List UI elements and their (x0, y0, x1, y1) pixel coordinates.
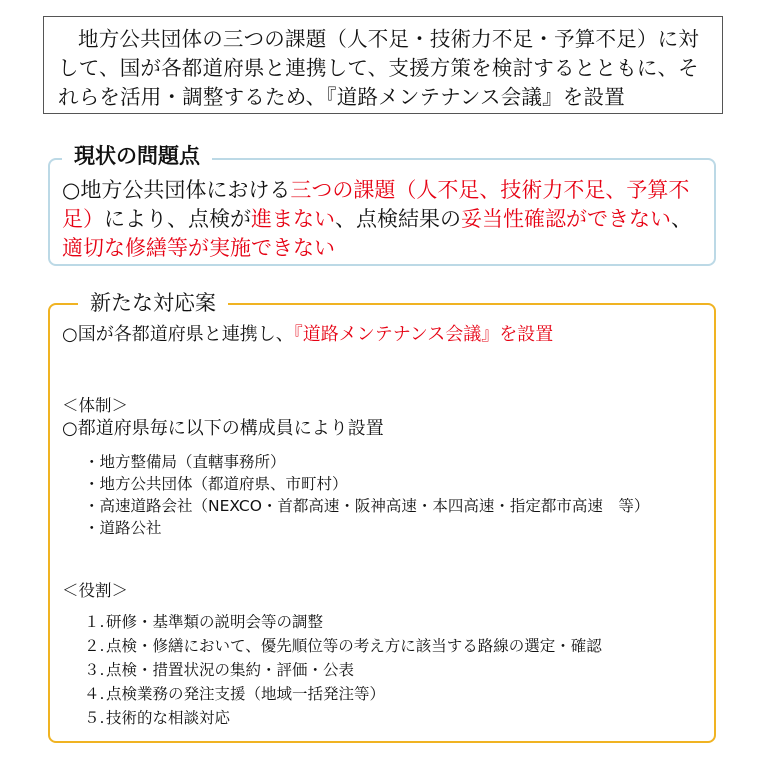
role-text: 点検・修繕において、優先順位等の考え方に該当する路線の選定・確認 (106, 637, 602, 655)
issue-segment: 、点検結果の (335, 207, 461, 231)
issue-segment: 、 (671, 207, 692, 231)
role-list (84, 610, 712, 730)
list-item (84, 706, 712, 730)
summary-box (43, 16, 723, 114)
structure-lead: ○都道府県毎に以下の構成員により設置 (62, 418, 384, 439)
issue-highlight: 進まない (251, 207, 335, 231)
list-item (84, 634, 712, 658)
issue-bullet: ○ (62, 178, 81, 202)
role-number: ３. (84, 661, 105, 679)
role-number: ４. (84, 685, 105, 703)
roles-label: ＜役割＞ (62, 581, 128, 600)
role-text: 技術的な相談対応 (106, 709, 231, 727)
current-issues-panel (48, 144, 716, 266)
role-text: 点検業務の発注支援（地域一括発注等） (106, 685, 386, 703)
summary-text: 地方公共団体の三つの課題（人不足・技術力不足・予算不足）に対して、国が各都道府県と連携して、支援方策を検討するとともに、それらを活用・調整するため、『道路メンテナンス会議』を設置 (58, 27, 699, 109)
member-list (84, 451, 712, 539)
list-item (84, 658, 712, 682)
new-plan-body (62, 323, 712, 730)
plan-intro-highlight: 『道路メンテナンス会議』を設置 (293, 324, 554, 345)
issue-highlight: 三つの課題（人不足、技術力不足、予算不足） (62, 178, 690, 231)
role-number: ２. (84, 637, 105, 655)
issue-body (62, 178, 692, 260)
role-text: 研修・基準類の説明会等の調整 (106, 613, 324, 631)
list-item (84, 682, 712, 706)
issue-segment: 地方公共団体における (80, 178, 291, 202)
new-plan-heading: 新たな対応案 (78, 290, 228, 316)
issue-highlight: 妥当性確認ができない (461, 207, 671, 231)
plan-intro (62, 323, 712, 347)
role-number: １. (84, 613, 105, 631)
role-text: 点検・措置状況の集約・評価・公表 (106, 661, 355, 679)
list-item: ・高速道路会社（NEXCO・首都高速・阪神高速・本四高速・指定都市高速 等） (84, 497, 650, 515)
new-plan-panel (48, 291, 716, 743)
current-issues-text (62, 176, 702, 263)
list-item: ・地方公共団体（都道府県、市町村） (84, 475, 348, 493)
issue-highlight: 適切な修繕等が実施できない (62, 236, 335, 260)
current-issues-heading: 現状の問題点 (62, 143, 212, 169)
issue-segment: により、点検が (104, 207, 251, 231)
list-item: ・道路公社 (84, 519, 162, 537)
structure-label: ＜体制＞ (62, 396, 128, 415)
list-item: ・地方整備局（直轄事務所） (84, 453, 286, 471)
role-number: ５. (84, 709, 105, 727)
list-item (84, 610, 712, 634)
plan-intro-prefix: ○国が各都道府県と連携し、 (62, 324, 294, 345)
